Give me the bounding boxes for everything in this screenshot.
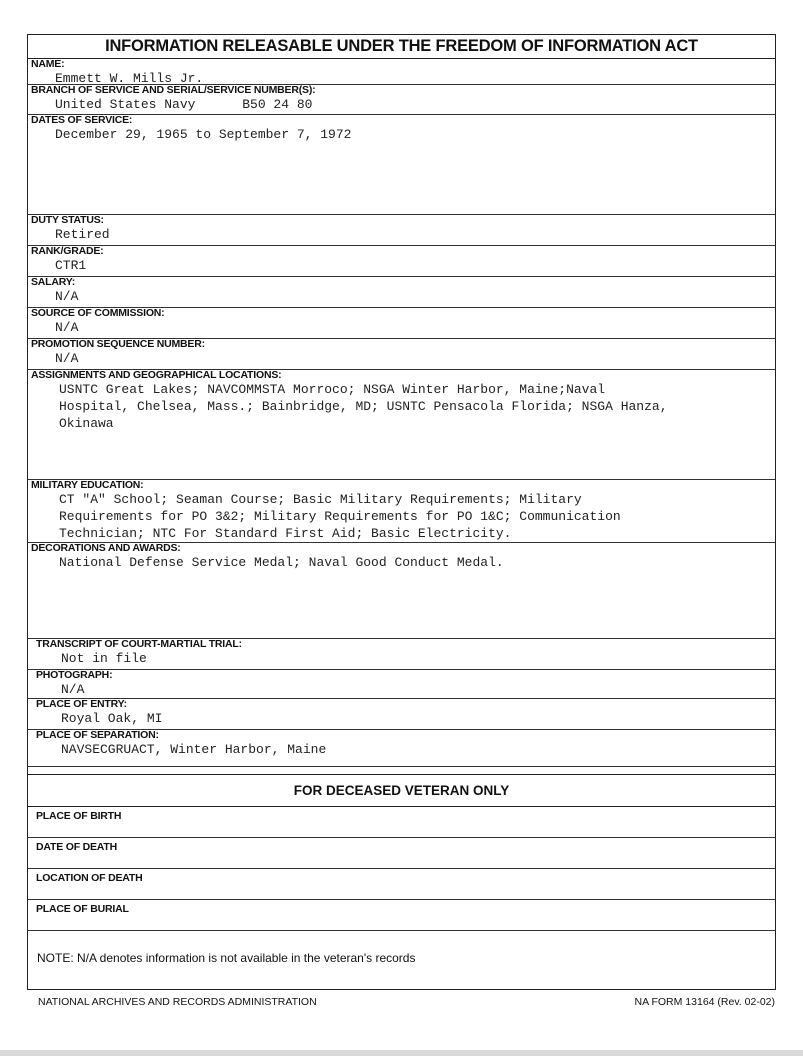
photograph-value: N/A — [61, 682, 85, 697]
name-label: NAME: — [31, 59, 65, 70]
promotion-label: PROMOTION SEQUENCE NUMBER: — [31, 339, 205, 350]
dates-value: December 29, 1965 to September 7, 1972 — [55, 127, 352, 142]
field-name — [28, 59, 775, 85]
assignments-line: USNTC Great Lakes; NAVCOMMSTA Morroco; NSGA Winter Harbor, Maine;Naval — [59, 382, 606, 397]
education-label: MILITARY EDUCATION: — [31, 480, 144, 491]
field-location-of-death — [28, 869, 775, 900]
place-separation-value: NAVSECGRUACT, Winter Harbor, Maine — [61, 742, 327, 757]
date-death-label: DATE OF DEATH — [36, 841, 118, 853]
field-court-martial — [28, 639, 775, 670]
location-death-label: LOCATION OF DEATH — [36, 872, 143, 884]
place-entry-value: Royal Oak, MI — [61, 711, 163, 726]
field-duty-status — [28, 215, 775, 246]
place-burial-label: PLACE OF BURIAL — [36, 903, 129, 915]
education-line: CT "A" School; Seaman Course; Basic Military Requirements; Military — [59, 492, 582, 507]
education-line: Technician; NTC For Standard First Aid; Basic Electricity. — [59, 526, 512, 541]
court-martial-label: TRANSCRIPT OF COURT-MARTIAL TRIAL: — [36, 639, 242, 650]
foia-form — [27, 34, 776, 990]
field-promotion-sequence — [28, 339, 775, 370]
photograph-label: PHOTOGRAPH: — [36, 670, 113, 681]
rank-value: CTR1 — [55, 258, 87, 273]
dates-label: DATES OF SERVICE: — [31, 115, 133, 126]
field-salary — [28, 277, 775, 308]
field-photograph — [28, 670, 775, 699]
decorations-label: DECORATIONS AND AWARDS: — [31, 543, 181, 554]
education-line: Requirements for PO 3&2; Military Requirements for PO 1&C; Communication — [59, 509, 621, 524]
branch-value: United States Navy B50 24 80 — [55, 97, 313, 112]
field-military-education — [28, 480, 775, 543]
rank-label: RANK/GRADE: — [31, 246, 104, 257]
field-rank-grade — [28, 246, 775, 277]
footer-agency: NATIONAL ARCHIVES AND RECORDS ADMINISTRATION — [38, 996, 317, 1008]
scan-edge — [0, 1050, 803, 1056]
assignments-label: ASSIGNMENTS AND GEOGRAPHICAL LOCATIONS: — [31, 370, 282, 381]
commission-value: N/A — [55, 320, 79, 335]
commission-label: SOURCE OF COMMISSION: — [31, 308, 165, 319]
salary-value: N/A — [55, 289, 79, 304]
field-place-of-separation — [28, 730, 775, 767]
field-date-of-death — [28, 838, 775, 869]
field-dates-of-service — [28, 115, 775, 215]
promotion-value: N/A — [55, 351, 79, 366]
form-title: INFORMATION RELEASABLE UNDER THE FREEDOM OF INFORMATION ACT — [28, 35, 775, 59]
note-text: NOTE: N/A denotes information is not available in the veteran's records — [37, 951, 416, 965]
place-entry-label: PLACE OF ENTRY: — [36, 699, 127, 710]
field-place-of-burial — [28, 900, 775, 931]
deceased-section-title: FOR DECEASED VETERAN ONLY — [28, 775, 775, 807]
salary-label: SALARY: — [31, 277, 76, 288]
field-place-of-birth — [28, 807, 775, 838]
field-source-of-commission — [28, 308, 775, 339]
court-martial-value: Not in file — [61, 651, 147, 666]
duty-status-label: DUTY STATUS: — [31, 215, 104, 226]
duty-status-value: Retired — [55, 227, 110, 242]
field-assignments — [28, 370, 775, 480]
place-birth-label: PLACE OF BIRTH — [36, 810, 122, 822]
branch-label: BRANCH OF SERVICE AND SERIAL/SERVICE NUMBER(S): — [31, 85, 316, 96]
field-branch — [28, 85, 775, 115]
place-separation-label: PLACE OF SEPARATION: — [36, 730, 159, 741]
field-decorations-awards — [28, 543, 775, 639]
field-place-of-entry — [28, 699, 775, 730]
footer-form-number: NA FORM 13164 (Rev. 02-02) — [634, 996, 775, 1008]
assignments-line: Hospital, Chelsea, Mass.; Bainbridge, MD; USNTC Pensacola Florida; NSGA Hanza, — [59, 399, 668, 414]
section-divider — [28, 767, 775, 775]
name-value: Emmett W. Mills Jr. — [55, 71, 204, 85]
decorations-value: National Defense Service Medal; Naval Good Conduct Medal. — [59, 555, 504, 570]
assignments-line: Okinawa — [59, 416, 114, 431]
